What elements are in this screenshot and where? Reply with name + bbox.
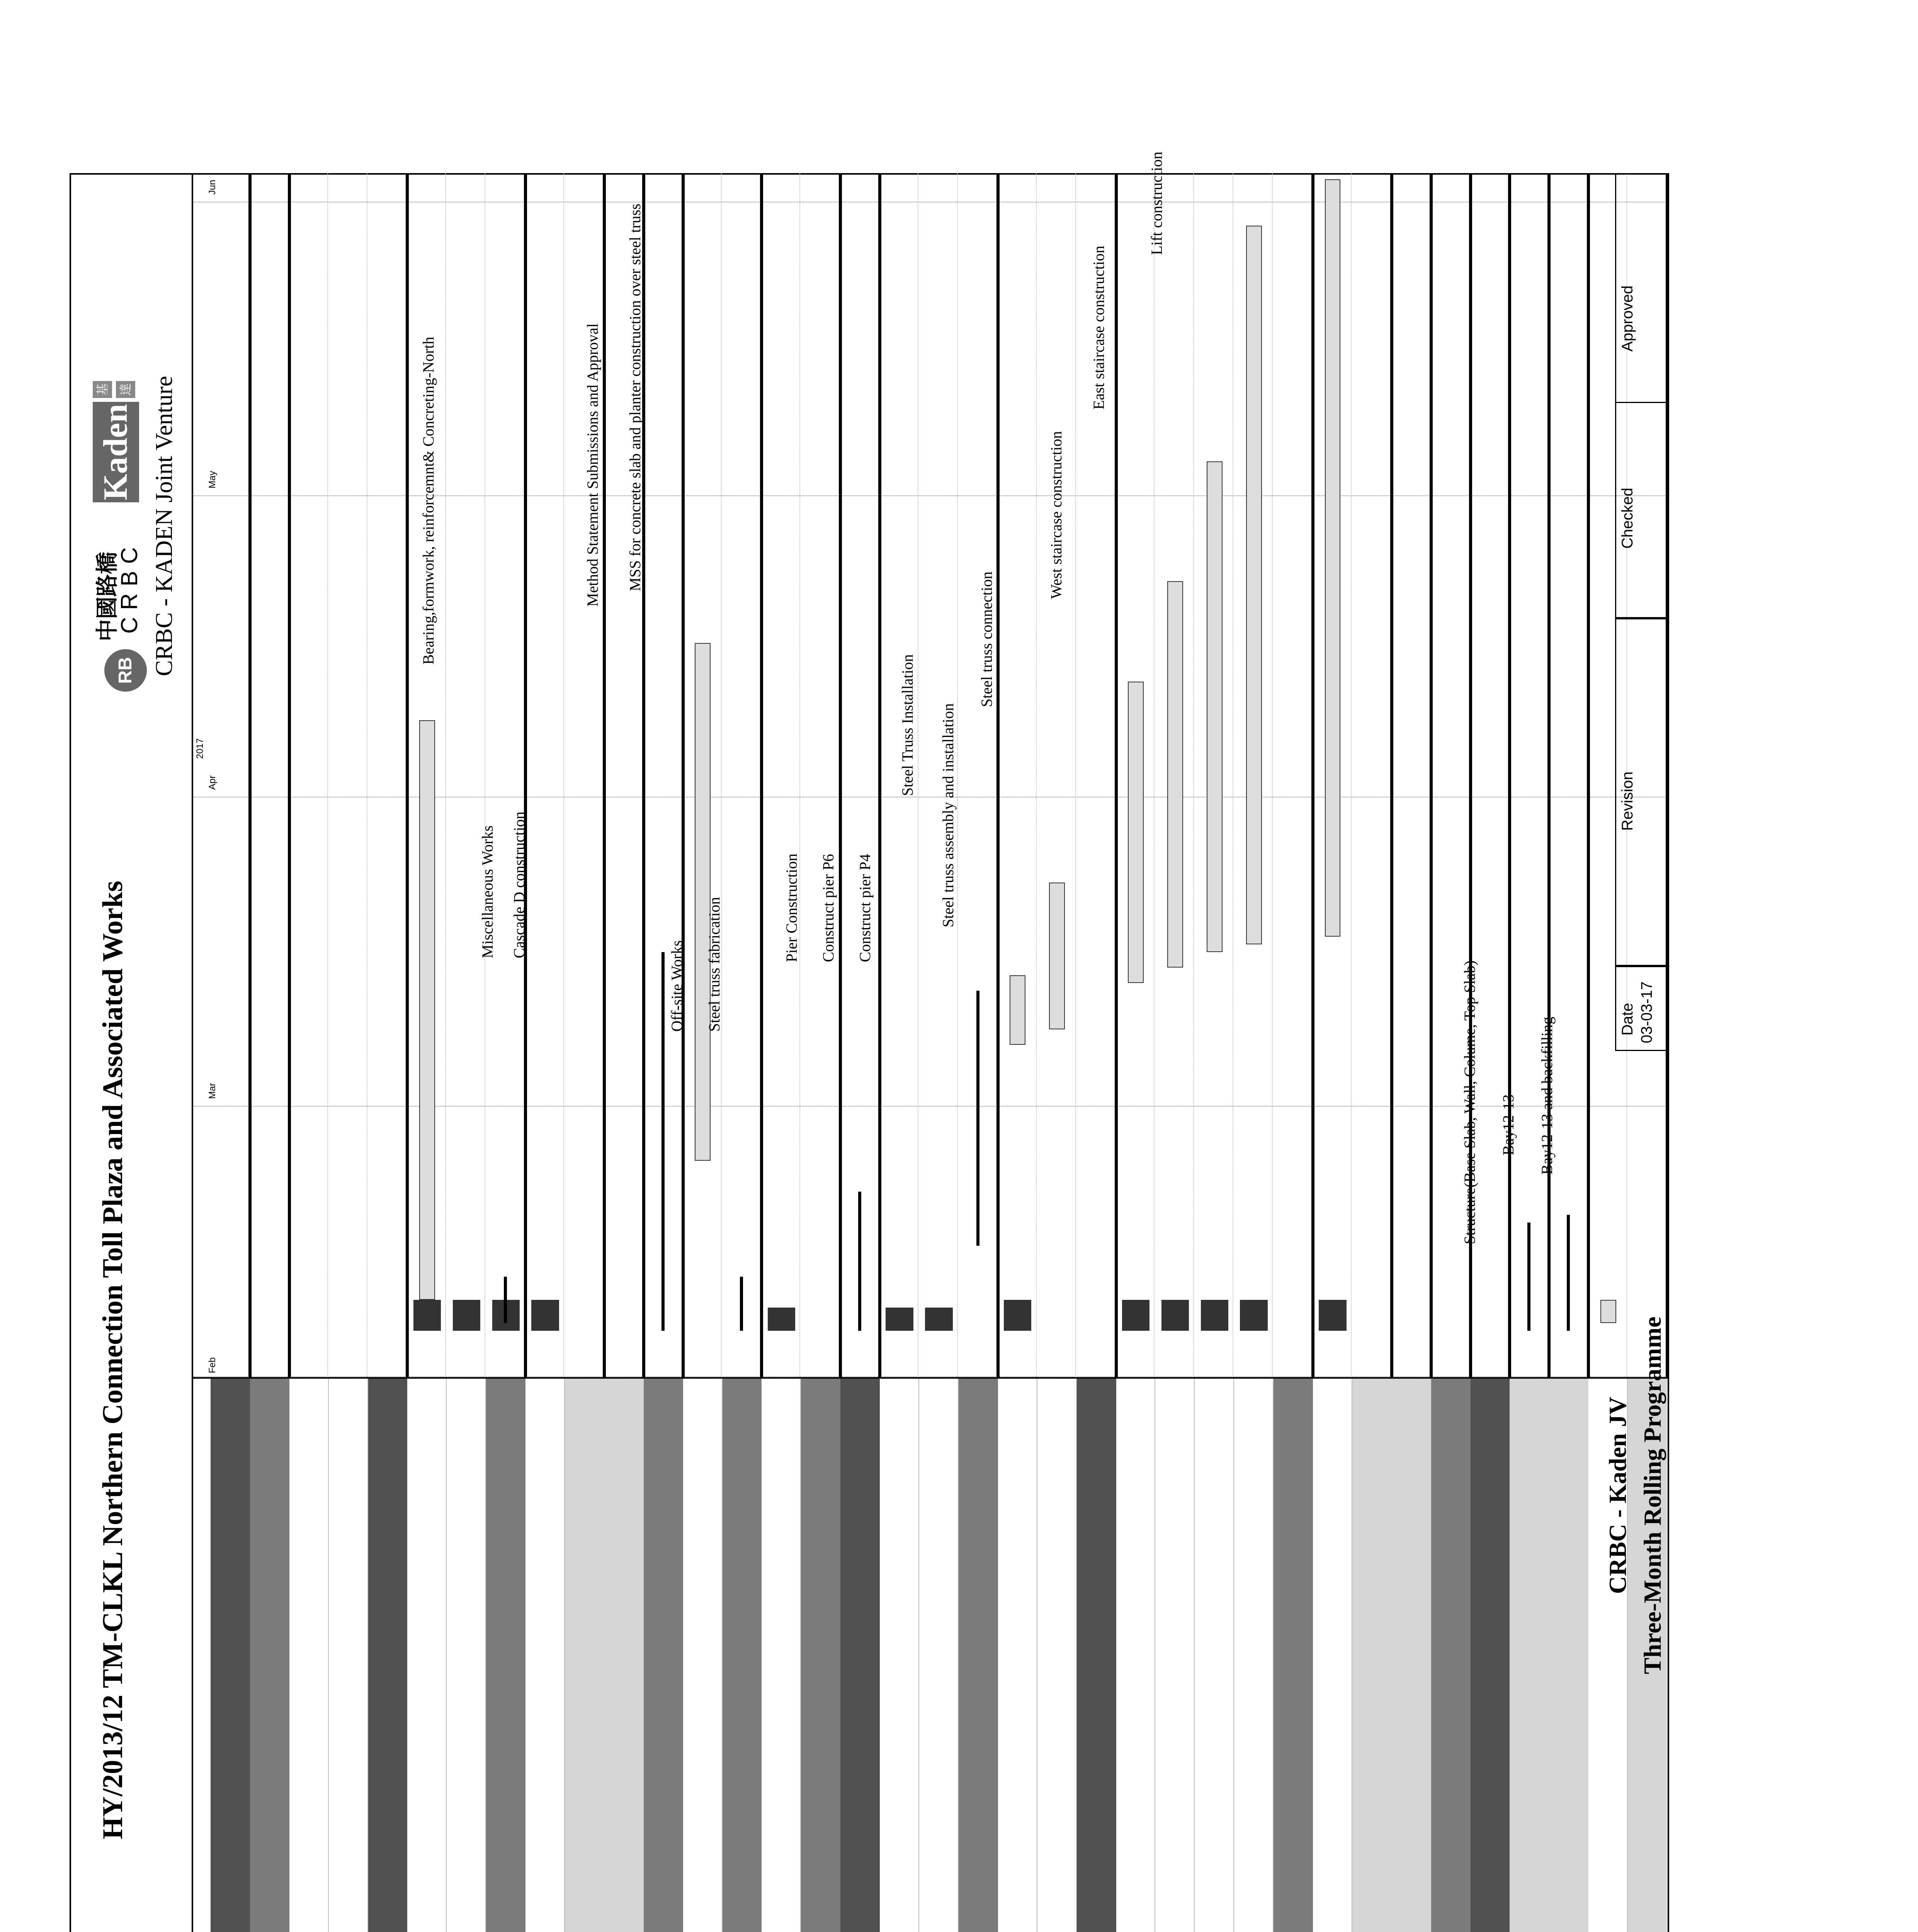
actual-work-bar (453, 1300, 480, 1331)
actual-work-bar (886, 1308, 913, 1331)
gantt-chart (193, 173, 1669, 1379)
wbs-row (1471, 1379, 1510, 1932)
gantt-label-structure: Structure(Base Slab, Wall, Colume, Top Slab) (1461, 960, 1478, 1244)
lane-divider (1115, 173, 1118, 1377)
wbs-row (1510, 1379, 1549, 1932)
lane-divider (799, 173, 800, 1377)
lane-divider (524, 173, 527, 1377)
remaining-work-bar (1167, 581, 1183, 968)
lane-divider (1193, 173, 1194, 1377)
gantt-label-pier-p6: Construct pier P6 (820, 854, 837, 962)
gantt-label-west-staircase: West staircase construction (1047, 431, 1065, 599)
gantt-label-cascade-d: Cascade D construction (510, 811, 528, 958)
remaining-work-bar (1010, 975, 1025, 1045)
lane-divider (1547, 173, 1551, 1377)
summary-bar (1527, 1223, 1530, 1331)
wbs-row (250, 1379, 289, 1932)
wbs-row (1392, 1379, 1431, 1932)
activity-row (407, 1379, 447, 1932)
actual-work-bar (1122, 1300, 1149, 1331)
wbs-row (604, 1379, 644, 1932)
activity-row (1234, 1379, 1274, 1932)
remaining-work-bar (1325, 179, 1341, 937)
summary-bar (1567, 1215, 1570, 1331)
remaining-work-bar (1128, 682, 1144, 983)
activity-row (1313, 1379, 1352, 1932)
month-gridline (193, 495, 1668, 496)
actual-work-bar (1161, 1300, 1189, 1331)
month-label-apr: Apr (207, 775, 218, 790)
lane-divider (721, 173, 722, 1377)
lane-divider (1075, 173, 1076, 1377)
lane-divider (1430, 173, 1433, 1377)
actual-work-bar (1201, 1300, 1228, 1331)
month-label-jun: Jun (207, 180, 218, 195)
logo-square-2: 達 (116, 381, 135, 398)
gantt-label-pier-construction: Pier Construction (783, 853, 800, 962)
lane-divider (1390, 173, 1393, 1377)
rb-logo-icon: RB (104, 649, 147, 692)
summary-bar (661, 952, 665, 1331)
lane-divider (1154, 173, 1155, 1377)
lane-divider (760, 173, 763, 1377)
remaining-work-bar (419, 720, 435, 1300)
lane-divider (563, 173, 564, 1377)
actual-work-bar (1004, 1300, 1031, 1331)
month-gridline (193, 1106, 1668, 1107)
wbs-row (840, 1379, 880, 1932)
lane-divider (878, 173, 881, 1377)
footer-programme: Three-Month Rolling Programme (1639, 1316, 1666, 1674)
lane-divider (1036, 173, 1037, 1377)
activity-row (1037, 1379, 1077, 1932)
lane-divider (1311, 173, 1314, 1377)
month-gridline (193, 1376, 1668, 1377)
wbs-row (644, 1379, 683, 1932)
wbs-row (723, 1379, 762, 1932)
activity-row (1195, 1379, 1234, 1932)
gantt-label-east-staircase: East staircase construction (1090, 245, 1107, 410)
gantt-label-truss-assembly: Steel truss assembly and installation (939, 703, 957, 927)
activity-row (1155, 1379, 1195, 1932)
lane-divider (288, 173, 291, 1377)
actual-work-bar (925, 1308, 952, 1331)
activity-row (998, 1379, 1037, 1932)
activity-row (880, 1379, 919, 1932)
gantt-label-mss: MSS for concrete slab and planter construction over steel truss (626, 203, 644, 591)
gantt-label-backfilling: Bay12-13 and backfilling (1538, 1017, 1556, 1175)
month-label-mar: Mar (207, 1083, 218, 1099)
gantt-label-bay12-13: Bay12-13 (1500, 1094, 1517, 1155)
month-label-feb: Feb (207, 1357, 218, 1373)
project-title: HY/2013/12 TM-CLKL Northern Connection Toll Plaza and Associated Works (97, 881, 129, 1839)
activity-row (329, 1379, 368, 1932)
month-gridline (193, 797, 1668, 798)
gantt-label-steel-fabrication: Steel truss fabrication (706, 897, 723, 1032)
wbs-row (801, 1379, 840, 1932)
logo-square-1: 基 (93, 381, 112, 398)
wbs-row (486, 1379, 525, 1932)
wbs-row (1274, 1379, 1313, 1932)
activity-row (447, 1379, 486, 1932)
actual-work-bar (1319, 1300, 1346, 1331)
gantt-label-steel-installation: Steel Truss Installation (899, 654, 916, 796)
lane-divider (1272, 173, 1273, 1377)
summary-bar (504, 1277, 507, 1323)
month-label-may: May (207, 471, 218, 488)
activity-row (762, 1379, 801, 1932)
activity-row (919, 1379, 959, 1932)
wbs-row (959, 1379, 998, 1932)
activity-row (683, 1379, 723, 1932)
lane-divider (445, 173, 446, 1377)
logo-chinese-name: 中國路橋 (94, 551, 120, 641)
summary-bar (740, 1277, 743, 1331)
kaden-logo: Kaden (93, 402, 139, 502)
checked-header: Checked (1619, 488, 1636, 549)
actual-work-bar (768, 1308, 795, 1331)
gantt-label-lift: Lift construction (1148, 151, 1165, 255)
activity-row (525, 1379, 565, 1932)
lane-divider (1351, 173, 1352, 1377)
lane-divider (996, 173, 1000, 1377)
summary-bar (976, 991, 979, 1246)
actual-work-bar (1240, 1300, 1267, 1331)
wbs-row (1431, 1379, 1471, 1932)
lane-divider (603, 173, 606, 1377)
joint-venture-name: CRBC - KADEN Joint Venture (151, 376, 177, 676)
wbs-row (211, 1379, 250, 1932)
wbs-row (1549, 1379, 1588, 1932)
activity-row (289, 1379, 329, 1932)
lane-divider (406, 173, 409, 1377)
gantt-label-bearing-north: Bearing,formwork, reinforcemnt& Concreting-North (420, 337, 437, 665)
remaining-work-bar (1049, 883, 1065, 1029)
lane-divider (248, 173, 252, 1377)
remaining-work-bar (1207, 461, 1223, 952)
logo-crbc: CRBC (116, 540, 142, 634)
wbs-row (565, 1379, 604, 1932)
approved-header: Approved (1619, 285, 1636, 352)
lane-divider (1587, 173, 1590, 1377)
gantt-label-offsite: Off-site Works (668, 940, 685, 1032)
lane-divider (682, 173, 685, 1377)
lane-divider (839, 173, 842, 1377)
summary-bar (858, 1192, 861, 1331)
gantt-label-method-statement: Method Statement Submissions and Approval (584, 323, 601, 607)
date-value: 03-03-17 (1638, 981, 1655, 1043)
wbs-row (368, 1379, 408, 1932)
wbs-row (1077, 1379, 1116, 1932)
lane-divider (327, 173, 328, 1377)
wbs-row (1352, 1379, 1392, 1932)
gantt-label-truss-connection: Steel truss connection (978, 571, 995, 707)
year-label: 2017 (195, 738, 205, 759)
lane-divider (1508, 173, 1511, 1377)
actual-work-bar (413, 1300, 441, 1331)
remaining-work-bar (1246, 226, 1262, 944)
lane-divider (957, 173, 958, 1377)
gantt-label-pier-p4: Construct pier P4 (856, 854, 874, 962)
date-header: Date (1619, 1003, 1636, 1036)
actual-work-bar (531, 1300, 559, 1331)
revision-header: Revision (1619, 771, 1636, 831)
footer-company: CRBC - Kaden JV (1604, 1396, 1631, 1594)
activity-row (1116, 1379, 1156, 1932)
gantt-label-misc-works: Miscellaneous Works (479, 825, 496, 958)
